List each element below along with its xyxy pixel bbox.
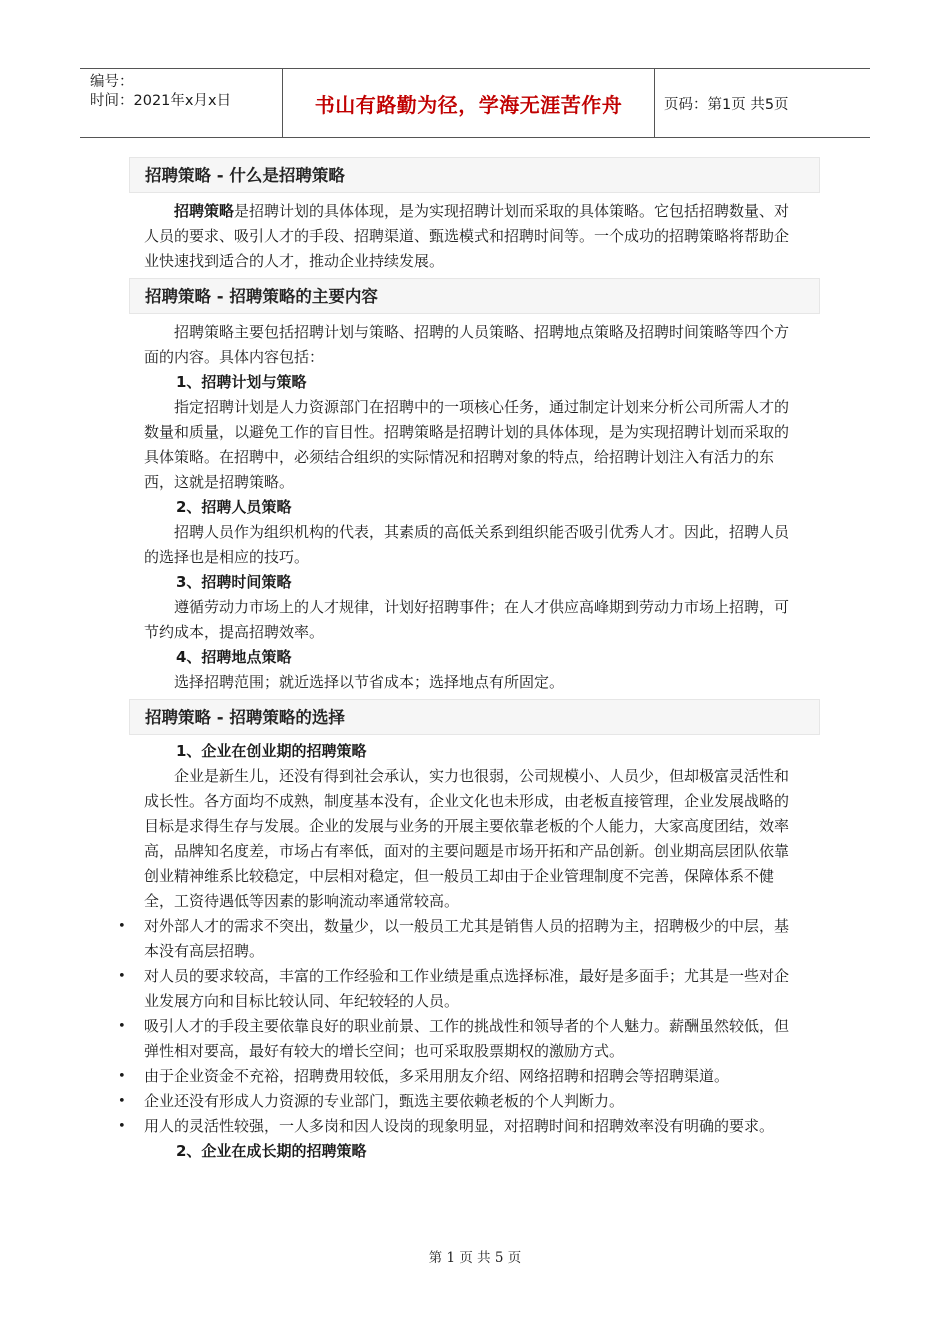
bullet-icon: • bbox=[118, 1019, 126, 1034]
section-title: 招聘策略 - 招聘策略的主要内容 bbox=[129, 278, 820, 314]
time-label: 时间：2021年x月x日 bbox=[90, 93, 232, 109]
subheading: 3、招聘时间策略 bbox=[176, 573, 292, 591]
list-item bbox=[118, 964, 802, 1014]
list-item bbox=[118, 1064, 802, 1089]
page-footer: 第 1 页 共 5 页 bbox=[428, 1250, 522, 1266]
bullet-icon: • bbox=[118, 919, 126, 934]
paragraph: 选择招聘范围；就近选择以节省成本；选择地点有所固定。 bbox=[174, 673, 565, 691]
bullet-icon: • bbox=[118, 1119, 126, 1134]
list-item bbox=[118, 914, 802, 964]
subheading: 2、企业在成长期的招聘策略 bbox=[176, 1142, 367, 1160]
section-title: 招聘策略 - 什么是招聘策略 bbox=[129, 157, 820, 193]
subheading: 2、招聘人员策略 bbox=[176, 498, 292, 516]
term-bold: 招聘策略 bbox=[174, 202, 235, 220]
bullet-icon: • bbox=[118, 969, 126, 984]
list-item bbox=[118, 1114, 802, 1139]
subheading: 1、招聘计划与策略 bbox=[176, 373, 307, 391]
document-header bbox=[80, 68, 870, 138]
subheading: 4、招聘地点策略 bbox=[176, 648, 292, 666]
paragraph: 指定招聘计划是人力资源部门在招聘中的一项核心任务，通过制定计划来分析公司所需人才的数量和质量，以避免工作的盲目性。招聘策略是招聘计划的具体体现，是为实现招聘计划而采取的具体策略。在招聘中，必须结合组织的实际情况和招聘对象的特点，给招聘计划注入有活力的东西，这就是招聘策略。 bbox=[144, 398, 790, 491]
subheading: 1、企业在创业期的招聘策略 bbox=[176, 742, 367, 760]
number-label: 编号： bbox=[90, 74, 134, 90]
list-item-text: 吸引人才的手段主要依靠良好的职业前景、工作的挑战性和领导者的个人魅力。薪酬虽然较低，但弹性相对要高，最好有较大的增长空间；也可采取股票期权的激励方式。 bbox=[144, 1017, 790, 1060]
bullet-list bbox=[0, 914, 950, 1139]
list-item-text: 对外部人才的需求不突出，数量少，以一般员工尤其是销售人员的招聘为主，招聘极少的中层，基本没有高层招聘。 bbox=[144, 917, 790, 960]
paragraph: 招聘人员作为组织机构的代表，其素质的高低关系到组织能否吸引优秀人才。因此，招聘人员的选择也是相应的技巧。 bbox=[144, 523, 790, 566]
paragraph: 企业是新生儿，还没有得到社会承认，实力也很弱，公司规模小、人员少，但却极富灵活性和成长性。各方面均不成熟，制度基本没有，企业文化也未形成，由老板直接管理，企业发展战略的目标是求得生存与发展。企业的发展与业务的开展主要依靠老板的个人能力，大家高度团结，效率高，品牌知名度差，市场占有率低，面对的主要问题是市场开拓和产品创新。创业期高层团队依靠创业精神维系比较稳定，中层相对稳定，但一般员工却由于企业管理制度不完善，保障体系不健全，工资待遇低等因素的影响流动率通常较高。 bbox=[144, 767, 790, 910]
paragraph bbox=[144, 199, 802, 274]
bullet-icon: • bbox=[118, 1069, 126, 1084]
header-meta bbox=[80, 69, 283, 137]
list-item-text: 对人员的要求较高，丰富的工作经验和工作业绩是重点选择标准，最好是多面手；尤其是一些对企业发展方向和目标比较认同、年纪较轻的人员。 bbox=[144, 967, 790, 1010]
paragraph: 招聘策略主要包括招聘计划与策略、招聘的人员策略、招聘地点策略及招聘时间策略等四个方面的内容。具体内容包括： bbox=[144, 323, 790, 366]
section-title: 招聘策略 - 招聘策略的选择 bbox=[129, 699, 820, 735]
list-item-text: 企业还没有形成人力资源的专业部门，甄选主要依赖老板的个人判断力。 bbox=[144, 1092, 625, 1110]
list-item-text: 由于企业资金不充裕，招聘费用较低，多采用朋友介绍、网络招聘和招聘会等招聘渠道。 bbox=[144, 1067, 730, 1085]
paragraph-text: 是招聘计划的具体体现，是为实现招聘计划而采取的具体策略。它包括招聘数量、对人员的要求、吸引人才的手段、招聘渠道、甄选模式和招聘时间等。一个成功的招聘策略将帮助企业快速找到适合的人才，推动企业持续发展。 bbox=[144, 202, 790, 270]
document-body bbox=[0, 157, 950, 1164]
bullet-icon: • bbox=[118, 1094, 126, 1109]
list-item bbox=[118, 1014, 802, 1064]
paragraph: 遵循劳动力市场上的人才规律，计划好招聘事件；在人才供应高峰期到劳动力市场上招聘，可节约成本，提高招聘效率。 bbox=[144, 598, 790, 641]
list-item bbox=[118, 1089, 802, 1114]
list-item-text: 用人的灵活性较强，一人多岗和因人设岗的现象明显，对招聘时间和招聘效率没有明确的要求。 bbox=[144, 1117, 775, 1135]
header-page-info: 页码：第1页 共5页 bbox=[664, 96, 789, 113]
header-motto: 书山有路勤为径，学海无涯苦作舟 bbox=[283, 69, 655, 137]
